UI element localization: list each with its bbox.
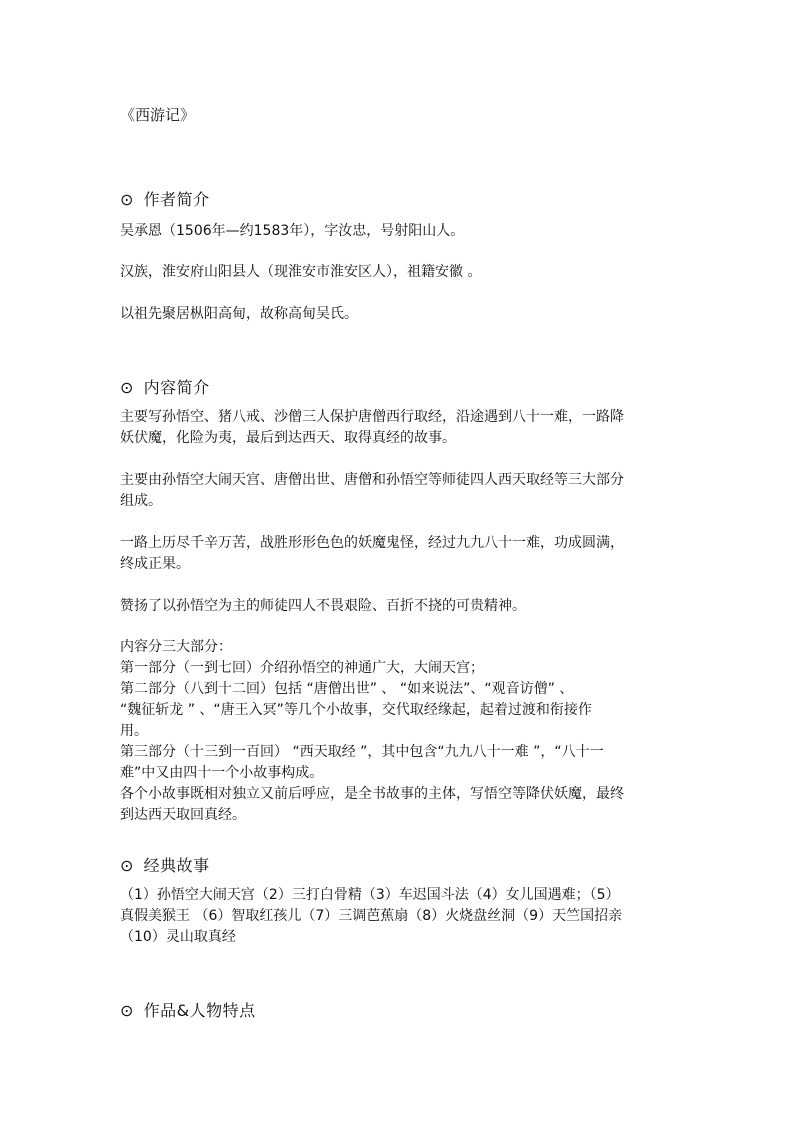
section-heading-label: 内容简介 xyxy=(143,378,210,397)
section-heading-label: 作品&人物特点 xyxy=(143,1001,256,1020)
section-heading-label: 经典故事 xyxy=(143,856,210,875)
paragraph-line: 难”中又由四十一个小故事构成。 xyxy=(120,765,324,781)
paragraph-line: 真假美猴王 （6）智取红孩儿（7）三调芭蕉扇（8）火烧盘丝洞（9）天竺国招亲 xyxy=(120,908,623,924)
section-heading-features xyxy=(120,1000,680,1021)
paragraph xyxy=(120,470,680,512)
paragraph-line: 到达西天取回真经。 xyxy=(120,807,246,823)
paragraph-line: 组成。 xyxy=(120,493,162,509)
circle-dot-bullet-icon: ⊙ xyxy=(120,378,134,397)
paragraph-line: 主要写孙悟空、猪八戒、沙僧三人保护唐僧西行取经，沿途遇到八十一难，一路降 xyxy=(120,409,624,425)
paragraph-line: 妖伏魔，化险为夷，最后到达西天、取得真经的故事。 xyxy=(120,430,456,446)
paragraph: 汉族，淮安府山阳县人（现淮安市淮安区人），祖籍安徽 。 xyxy=(120,264,482,280)
paragraph xyxy=(120,637,680,826)
circle-dot-bullet-icon: ⊙ xyxy=(120,190,134,209)
paragraph: 赞扬了以孙悟空为主的师徒四人不畏艰险、百折不挠的可贵精神。 xyxy=(120,598,526,614)
paragraph-line: 内容分三大部分： xyxy=(120,639,232,655)
paragraph-line: 主要由孙悟空大闹天宫、唐僧出世、唐僧和孙悟空等师徒四人西天取经等三大部分 xyxy=(120,472,624,488)
paragraph xyxy=(120,407,680,449)
paragraph-line: （1）孙悟空大闹天宫（2）三打白骨精（3）车迟国斗法（4）女儿国遇难；（5） xyxy=(120,887,620,903)
document-title: 《西游记》 xyxy=(120,106,196,124)
section-heading-label: 作者简介 xyxy=(143,190,210,209)
circle-dot-bullet-icon: ⊙ xyxy=(120,856,134,875)
paragraph-line: 终成正果。 xyxy=(120,556,190,572)
paragraph: 吴承恩（1506年—约1583年），字汝忠，号射阳山人。 xyxy=(120,223,465,239)
paragraph xyxy=(120,533,680,575)
paragraph-line: 第二部分（八到十二回）包括 “唐僧出世” 、 “如来说法”、“观音访僧” 、 xyxy=(120,681,574,697)
section-heading-author xyxy=(120,189,680,210)
paragraph-line: 第一部分（一到七回）介绍孙悟空的神通广大，大闹天宫； xyxy=(120,660,484,676)
paragraph-line: 各个小故事既相对独立又前后呼应，是全书故事的主体，写悟空等降伏妖魔，最终 xyxy=(120,786,624,802)
paragraph-line: “魏征斩龙 ” 、“唐王入冥”等几个小故事，交代取经缘起，起着过渡和衔接作 xyxy=(120,702,592,718)
paragraph-line: （10）灵山取真经 xyxy=(120,929,236,945)
paragraph-line: 第三部分（十三到一百回） “西天取经 ”，其中包含“九九八十一难 ”，“八十一 xyxy=(120,744,604,760)
section-heading-stories xyxy=(120,855,680,876)
circle-dot-bullet-icon: ⊙ xyxy=(120,1001,134,1020)
section-heading-content xyxy=(120,377,680,398)
paragraph-line: 一路上历尽千辛万苦，战胜形形色色的妖魔鬼怪，经过九九八十一难，功成圆满， xyxy=(120,535,624,551)
paragraph xyxy=(120,885,680,948)
paragraph: 以祖先聚居枞阳高甸，故称高甸吴氏。 xyxy=(120,306,358,322)
paragraph-line: 用。 xyxy=(120,723,148,739)
